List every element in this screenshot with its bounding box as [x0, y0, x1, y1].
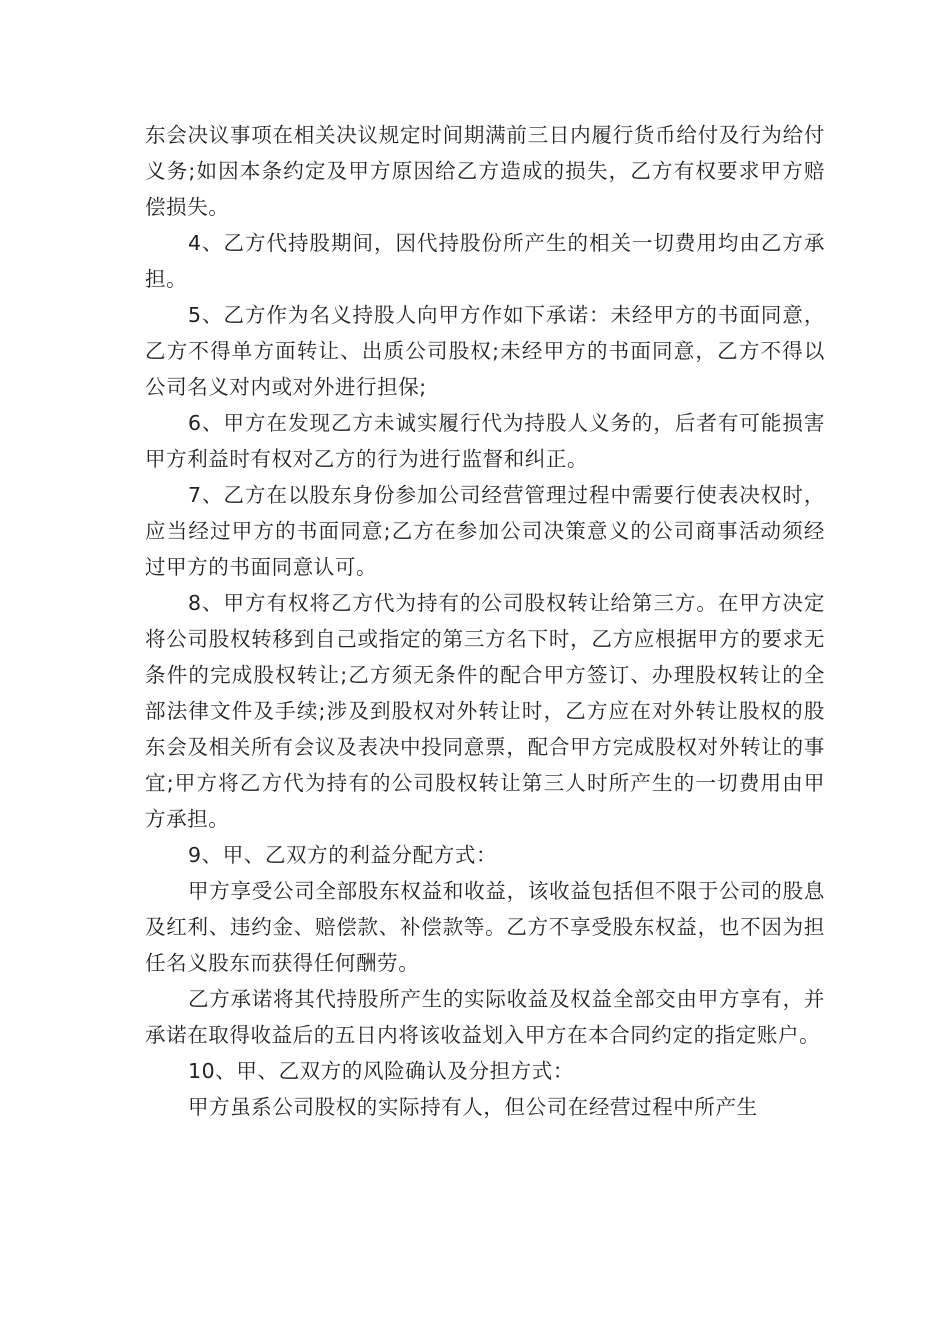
paragraph-clause-6: 6、甲方在发现乙方未诚实履行代为持股人义务的，后者有可能损害甲方利益时有权对乙方的行为进行监督和纠正。: [145, 411, 825, 471]
paragraph-clause-9-party-b: 乙方承诺将其代持股所产生的实际收益及权益全部交由甲方享有，并承诺在取得收益后的五日内将该收益划入甲方在本合同约定的指定账户。: [145, 987, 825, 1047]
paragraph-clause-10-body: 甲方虽系公司股权的实际持有人，但公司在经营过程中所产生: [188, 1095, 758, 1119]
paragraph-clause-4: 4、乙方代持股期间，因代持股份所产生的相关一切费用均由乙方承担。: [145, 231, 825, 291]
paragraph-clause-5: 5、乙方作为名义持股人向甲方作如下承诺：未经甲方的书面同意，乙方不得单方面转让、出质公司股权;未经甲方的书面同意，乙方不得以公司名义对内或对外进行担保;: [145, 303, 825, 399]
paragraph-clause-10-heading: 10、甲、乙双方的风险确认及分担方式：: [188, 1059, 574, 1083]
document-body: [145, 117, 825, 1125]
paragraph-clause-9-party-a: 甲方享受公司全部股东权益和收益，该收益包括但不限于公司的股息及红利、违约金、赔偿款、补偿款等。乙方不享受股东权益，也不因为担任名义股东而获得任何酬劳。: [145, 879, 825, 975]
paragraph-clause-8: 8、甲方有权将乙方代为持有的公司股权转让给第三方。在甲方决定将公司股权转移到自己或指定的第三方名下时，乙方应根据甲方的要求无条件的完成股权转让;乙方须无条件的配合甲方签订、办理股权转让的全部法律文件及手续;涉及到股权对外转让时，乙方应在对外转让股权的股东会及相关所有会议及表决中投同意票，配合甲方完成股权对外转让的事宜;甲方将乙方代为持有的公司股权转让第三人时所产生的一切费用由甲方承担。: [145, 591, 825, 831]
paragraph-continuation: 东会决议事项在相关决议规定时间期满前三日内履行货币给付及行为给付义务;如因本条约定及甲方原因给乙方造成的损失，乙方有权要求甲方赔偿损失。: [145, 123, 825, 219]
paragraph-clause-7: 7、乙方在以股东身份参加公司经营管理过程中需要行使表决权时，应当经过甲方的书面同意;乙方在参加公司决策意义的公司商事活动须经过甲方的书面同意认可。: [145, 483, 825, 579]
paragraph-clause-9-heading: 9、甲、乙双方的利益分配方式：: [188, 843, 498, 867]
